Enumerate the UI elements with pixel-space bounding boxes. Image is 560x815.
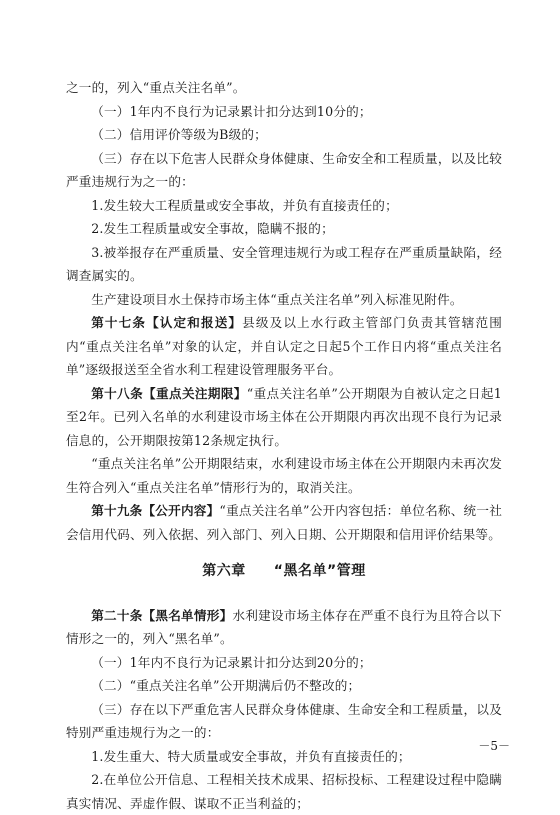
list-item: （二）信用评价等级为B级的； xyxy=(91,127,267,142)
list-item: （三）存在以下危害人民群众身体健康、生命安全和工程质量，以及比较严重违规行为之一的： xyxy=(66,150,502,189)
list-item: 2.发生工程质量或安全事故，隐瞒不报的； xyxy=(91,221,334,236)
chapter-title: “黑名单”管理 xyxy=(273,563,366,579)
article-heading: 第二十条【黑名单情形】 xyxy=(91,607,233,623)
article-heading: 第十九条【公开内容】 xyxy=(91,503,220,518)
paragraph: 之一的，列入“重点关注名单”。 xyxy=(66,80,246,95)
list-item: （一）1年内不良行为记录累计扣分达到20分的； xyxy=(91,654,372,670)
list-item: （三）存在以下严重危害人民群众身体健康、生命安全和工程质量，以及特别严重违规行为之一的： xyxy=(66,701,502,740)
article-20 xyxy=(66,604,502,651)
list-item: 1.发生较大工程质量或安全事故，并负有直接责任的； xyxy=(91,197,398,213)
article-body: 水利建设市场主体存在严重不良行为且符合以下情形之一的，列入“黑名单”。 xyxy=(66,607,502,646)
list-item: （二）“重点关注名单”公开期满后仍不整改的； xyxy=(91,678,361,693)
page-number: －5－ xyxy=(478,739,510,753)
article-19 xyxy=(66,499,502,546)
article-body: “重点关注名单”公开期限为自被认定之日起1至2年。已列入名单的水利建设市场主体在公开期限内再次出现不良行为记录信息的，公开期限按第12条规定执行。 xyxy=(66,385,502,448)
paragraph: 生产建设项目水土保持市场主体“重点关注名单”列入标准见附件。 xyxy=(91,291,463,307)
chapter-number: 第六章 xyxy=(202,563,246,579)
chapter-heading xyxy=(66,560,502,584)
article-heading: 第十八条【重点关注期限】 xyxy=(91,385,247,401)
article-heading: 第十七条【认定和报送】 xyxy=(91,315,243,330)
list-item: 1.发生重大、特大质量或安全事故，并负有直接责任的； xyxy=(91,748,411,764)
list-item: （一）1年内不良行为记录累计扣分达到10分的； xyxy=(91,103,372,119)
body-text xyxy=(66,76,502,815)
article-17 xyxy=(66,311,502,382)
article-18 xyxy=(66,382,502,453)
paragraph: “重点关注名单”公开期限结束，水利建设市场主体在公开期限内未再次发生符合列入“重点关注名单”情形行为的，取消关注。 xyxy=(66,456,502,495)
list-item: 3.被举报存在严重质量、安全管理违规行为或工程存在严重质量缺陷，经调查属实的。 xyxy=(66,244,502,283)
article-body: 县级及以上水行政主管部门负责其管辖范围内“重点关注名单”对象的认定，并自认定之日起5个工作日内将“重点关注名单”逐级报送至全省水利工程建设管理服务平台。 xyxy=(66,315,502,377)
list-item: 2.在单位公开信息、工程相关技术成果、招标投标、工程建设过程中隐瞒真实情况、弄虚作假、谋取不正当利益的； xyxy=(66,772,502,811)
article-body: “重点关注名单”公开内容包括：单位名称、统一社会信用代码、列入依据、列入部门、列入日期、公开期限和信用评价结果等。 xyxy=(66,503,503,542)
